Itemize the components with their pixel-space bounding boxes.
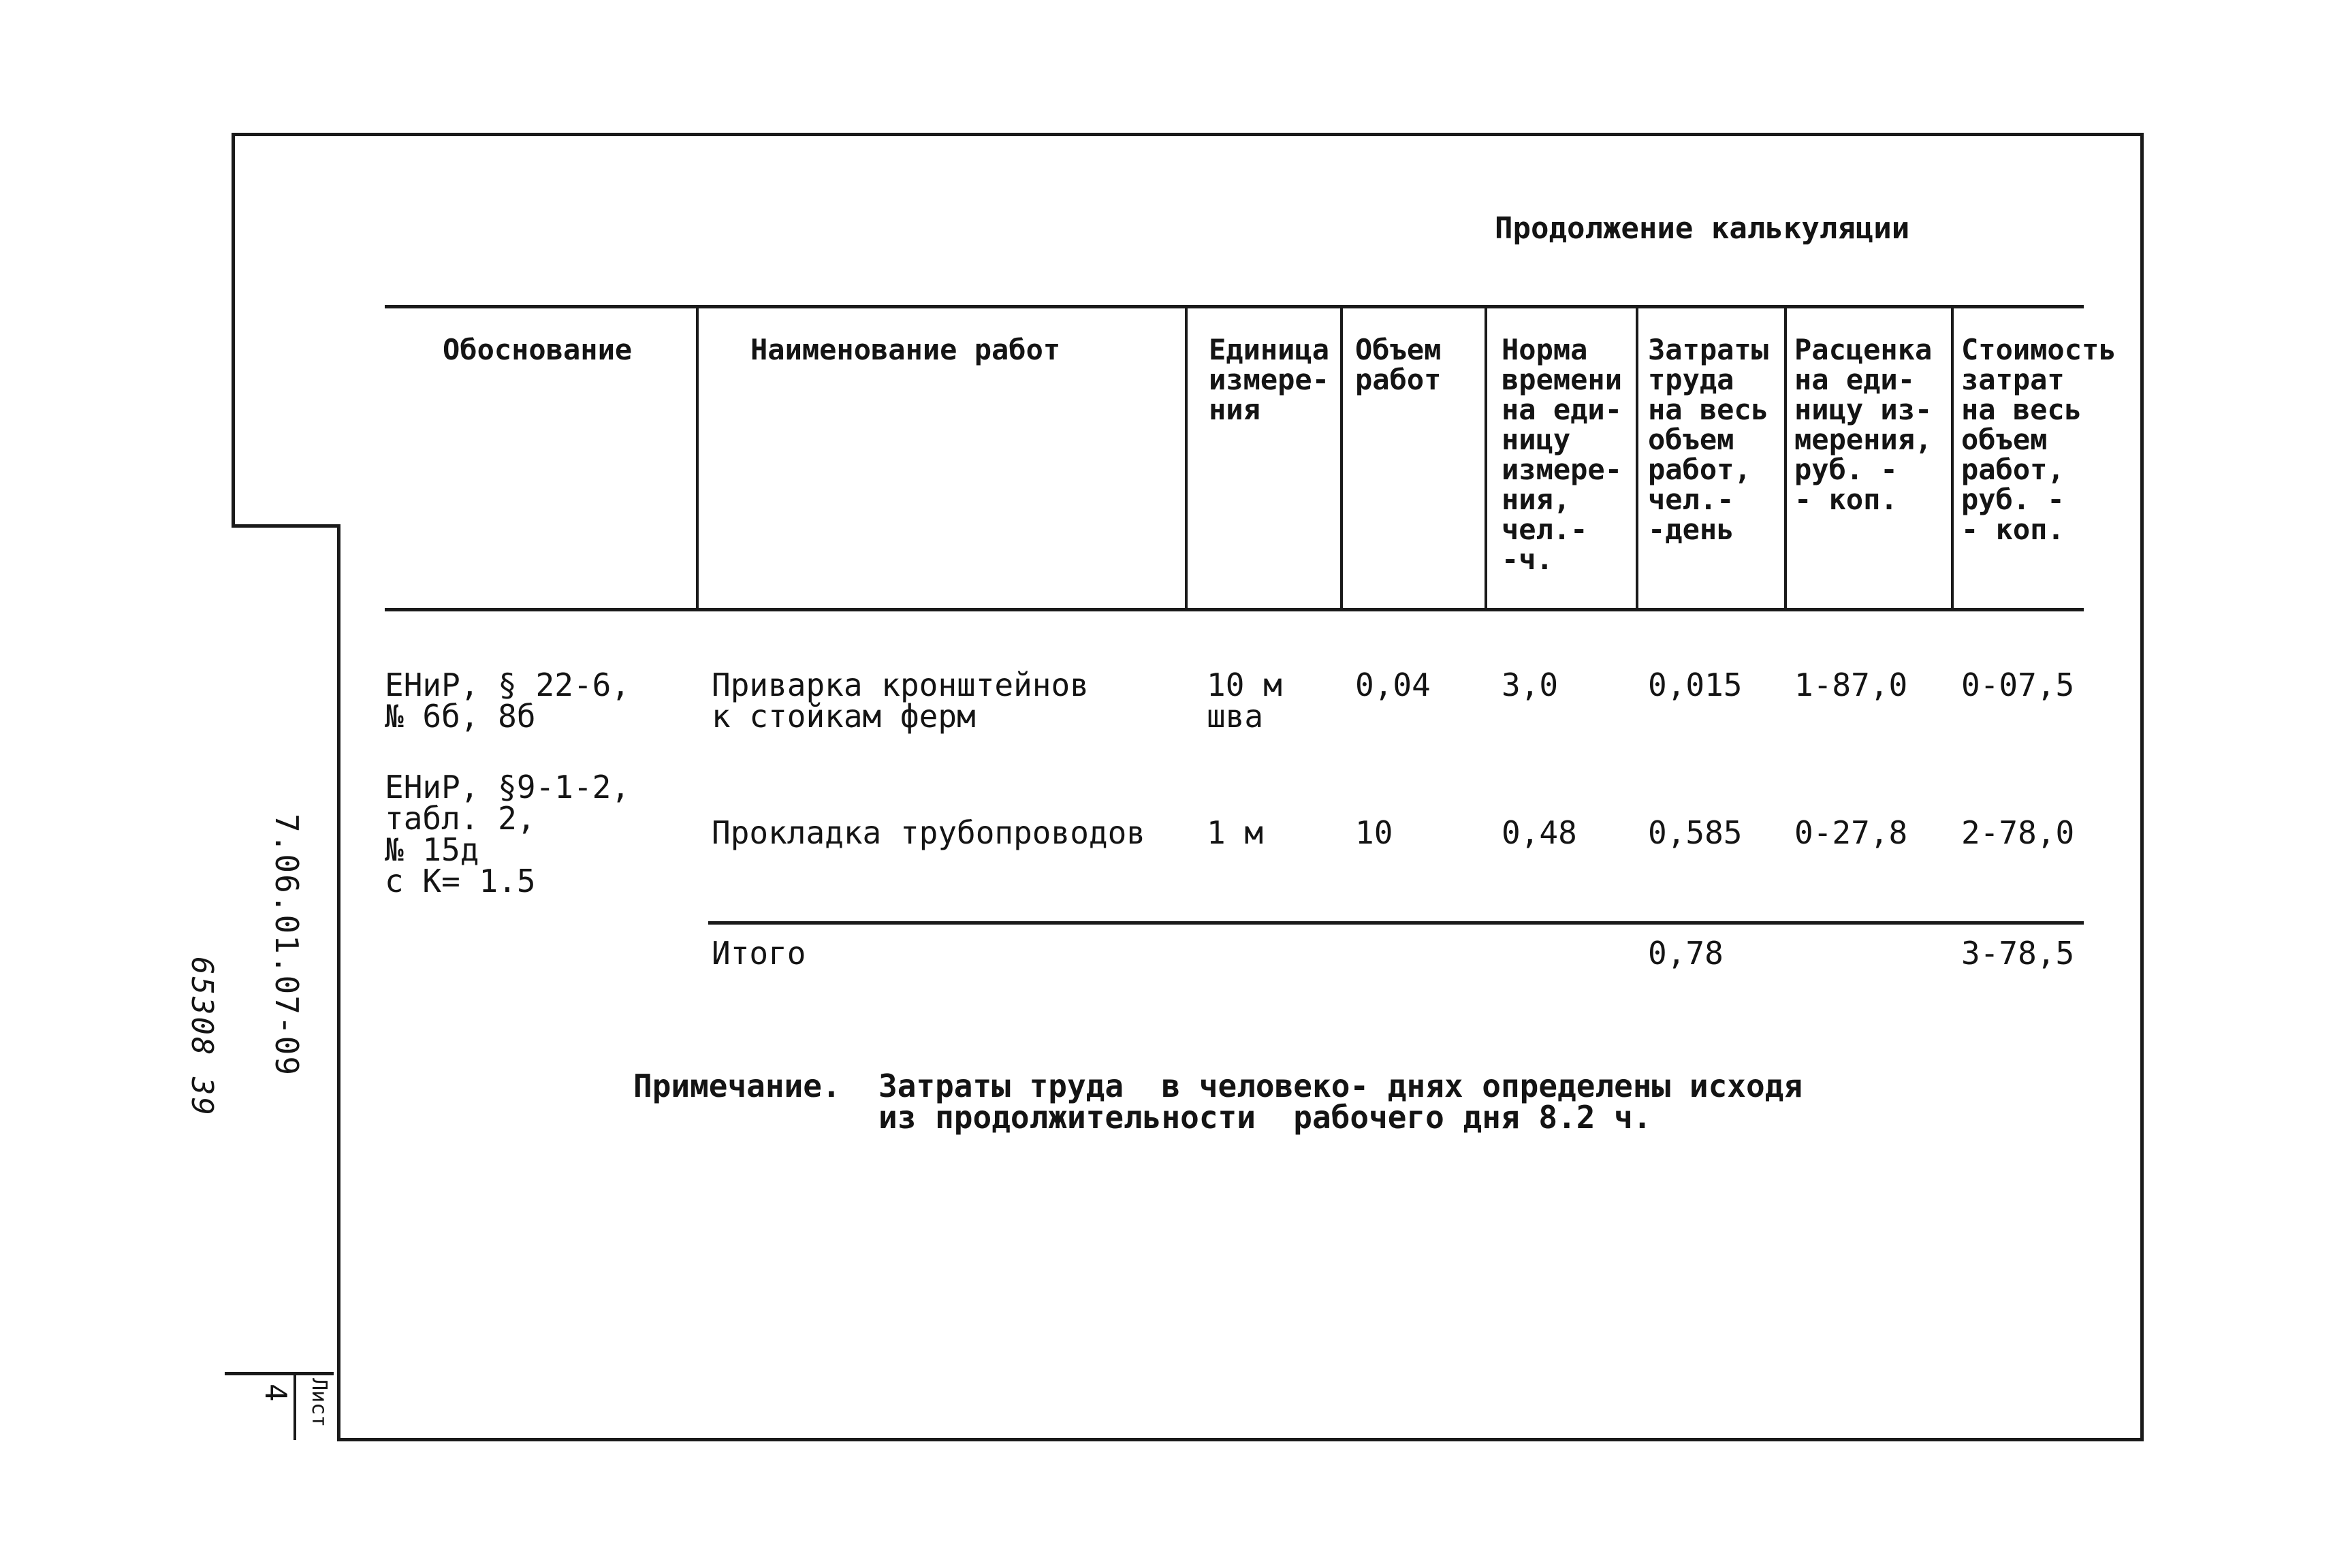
- col-divider-4: [1485, 308, 1487, 609]
- row1-volume: 0,04: [1355, 667, 1431, 703]
- col-divider-5: [1636, 308, 1638, 609]
- total-label: Итого: [712, 935, 806, 972]
- sheet-label: Лист: [307, 1378, 331, 1428]
- row2-volume: 10: [1355, 814, 1393, 851]
- total-labor: 0,78: [1648, 935, 1724, 972]
- total-rule: [708, 921, 2084, 925]
- row2-norm: 0,48: [1502, 814, 1577, 851]
- row2-basis: ЕНиР, §9-1-2, табл. 2, № 15д с К= 1.5: [385, 769, 631, 899]
- header-unit: Единица измере- ния: [1209, 333, 1330, 426]
- row2-cost: 2-78,0: [1961, 814, 2075, 851]
- row1-labor: 0,015: [1648, 667, 1743, 703]
- table-top-rule: [385, 305, 2084, 308]
- header-basis: Обоснование: [443, 333, 633, 366]
- row2-labor: 0,585: [1648, 814, 1743, 851]
- footnote: Примечание. Затраты труда в человеко- днях определены исходя из продолжительности рабочего дня 8.2 ч.: [633, 1068, 1803, 1136]
- col-divider-6: [1784, 308, 1787, 609]
- header-work-name: Наименование работ: [750, 333, 1061, 366]
- header-volume: Объем работ: [1355, 333, 1442, 396]
- row2-unit: 1 м: [1207, 814, 1264, 851]
- row1-name: Приварка кронштейнов к стойкам ферм: [712, 667, 1089, 735]
- document-code: 7.06.01.07-09: [268, 814, 305, 1077]
- row1-unit: 10 м шва: [1207, 667, 1282, 735]
- col-divider-2: [1185, 308, 1188, 609]
- row1-rate: 1-87,0: [1794, 667, 1908, 703]
- table-header-rule: [385, 608, 2084, 611]
- archive-number: 65308 39: [185, 957, 219, 1117]
- header-time-norm: Норма времени на еди- ницу измере- ния, чел.- -ч.: [1502, 333, 1623, 576]
- row1-basis: ЕНиР, § 22-6, № 6б, 8б: [385, 667, 631, 735]
- total-cost: 3-78,5: [1961, 935, 2075, 972]
- col-divider-3: [1340, 308, 1343, 609]
- continuation-title: Продолжение калькуляции: [1495, 211, 1910, 246]
- col-divider-7: [1951, 308, 1954, 609]
- header-total-cost: Стоимость затрат на весь объем работ, руб. - - коп.: [1961, 333, 2116, 546]
- header-unit-rate: Расценка на еди- ницу из- мерения, руб. - - коп.: [1794, 333, 1933, 516]
- row1-norm: 3,0: [1502, 667, 1559, 703]
- sheet-number: 4: [258, 1383, 293, 1402]
- row2-name: Прокладка трубопроводов: [712, 814, 1145, 851]
- row1-cost: 0-07,5: [1961, 667, 2075, 703]
- col-divider-1: [696, 308, 699, 609]
- header-labor-cost: Затраты труда на весь объем работ, чел.- -день: [1648, 333, 1769, 546]
- row2-rate: 0-27,8: [1794, 814, 1908, 851]
